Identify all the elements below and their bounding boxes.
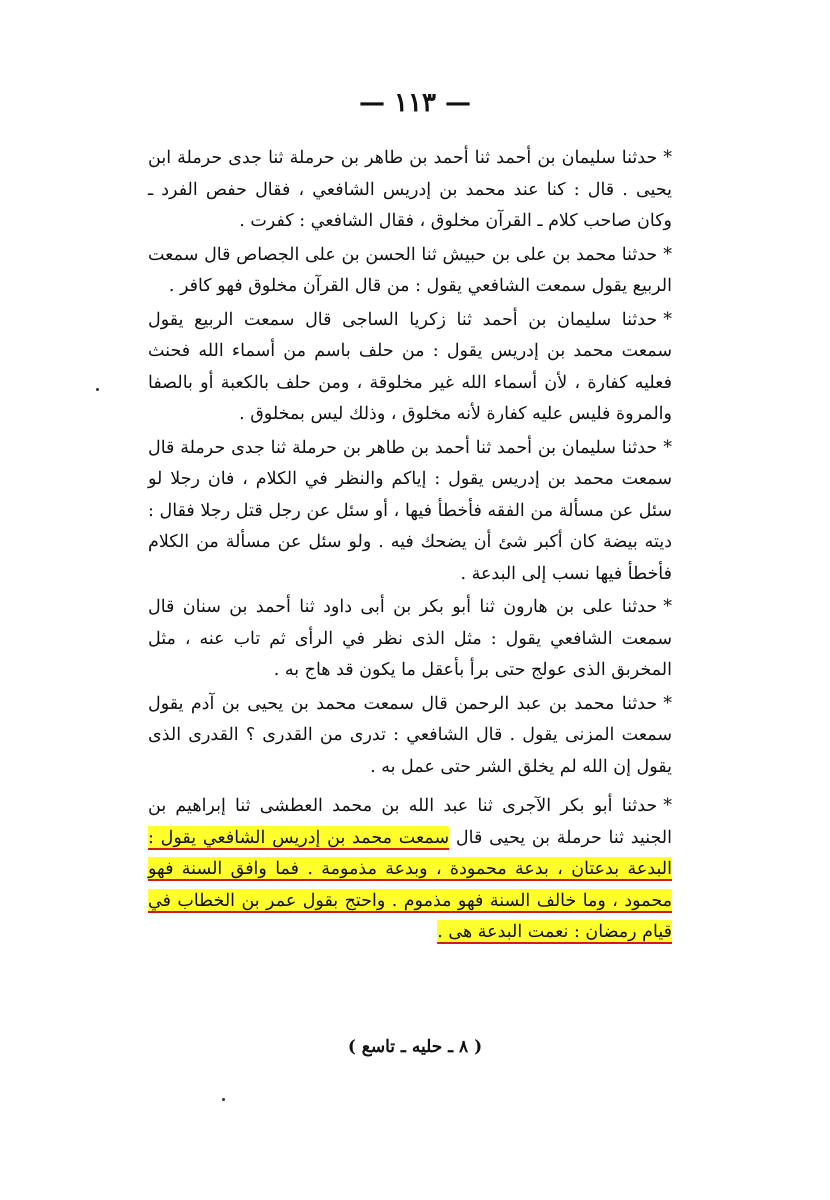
footer-signature: ( ٨ ـ حليه ـ تاسع ): [347, 1037, 483, 1057]
text-body: [148, 143, 672, 951]
scan-speck: [222, 1098, 225, 1101]
paragraph-2: [148, 240, 672, 303]
asterisk-marker: *: [663, 309, 672, 330]
paragraph-6: [148, 689, 672, 784]
paragraph-1: [148, 143, 672, 238]
asterisk-marker: *: [663, 244, 672, 265]
paragraph-text: حدثنا سليمان بن أحمد ثنا زكريا الساجى قال سمعت الربيع يقول سمعت محمد بن إدريس يقول : من حلف باسم من أسماء الله فحنث فعليه كفارة ، لأن أسماء الله غير مخلوقة ، ومن حلف بالكعبة أو بالصفا والمروة فليس عليه كفارة لأنه مخلوق ، وذلك ليس بمخلوق .: [148, 309, 672, 424]
asterisk-marker: *: [663, 148, 672, 168]
asterisk-marker: *: [663, 796, 672, 816]
paragraph-text: حدثنا محمد بن على بن حبيش ثنا الحسن بن على الجصاص قال سمعت الربيع يقول سمعت الشافعي يقول : من قال القرآن مخلوق فهو كافر .: [148, 244, 672, 296]
asterisk-marker: *: [663, 437, 672, 458]
paragraph-3: [148, 305, 672, 431]
paragraph-text: حدثنا محمد بن عبد الرحمن قال سمعت محمد بن يحيى بن آدم يقول سمعت المزنى يقول . قال الشافعي : تدرى من القدرى ؟ القدرى الذى يقول إن الله لم يخلق الشر حتى عمل به .: [148, 693, 672, 777]
paragraph-5: [148, 592, 672, 687]
paragraph-text: حدثنا سليمان بن أحمد ثنا أحمد بن طاهر بن حرملة ثنا جدى حرملة ابن يحيى . قال : كنا عند محمد بن إدريس الشافعي ، فقال حفص الفرد ـ وكان صاحب كلام ـ القرآن مخلوق ، فقال الشافعي : كفرت .: [148, 148, 672, 231]
paragraph-text: حدثنا أبو بكر الآجرى ثنا عبد الله بن محمد العطشى ثنا إبراهيم بن الجنيد ثنا حرملة بن يحيى قال: [148, 796, 672, 848]
paragraph-4: [148, 433, 672, 591]
paragraph-7: [148, 791, 672, 949]
paragraph-text: حدثنا على بن هارون ثنا أبو بكر بن أبى داود ثنا أحمد بن سنان قال سمعت الشافعي يقول : مثل الذى نظر في الرأى ثم تاب عنه ، مثل المخربق الذى عولج حتى برأ بأعقل ما يكون قد هاج به .: [148, 597, 672, 680]
asterisk-marker: *: [663, 597, 672, 617]
scan-speck: [96, 388, 99, 391]
page-number: — ١١٣ —: [358, 88, 472, 118]
paragraph-text: حدثنا سليمان بن أحمد ثنا أحمد بن طاهر بن حرملة ثنا جدى حرملة قال سمعت محمد بن إدريس يقول : إياكم والنظر في الكلام ، فان رجلا لو سئل عن مسألة من الفقه فأخطأ فيها ، أو سئل عن رجل قتل رجلا فقال : ديته بيضة كان أكبر شئ أن يضحك فيه . ولو سئل عن مسألة من الكلام فأخطأ فيها نسب إلى البدعة .: [148, 437, 672, 584]
asterisk-marker: *: [663, 693, 672, 714]
highlighted-quote: سمعت محمد بن إدريس الشافعي يقول : البدعة بدعتان ، بدعة محمودة ، وبدعة مذمومة . فما وافق السنة فهو محمود ، وما خالف السنة فهو مذموم . واحتج بقول عمر بن الخطاب في قيام رمضان : نعمت البدعة هى .: [148, 827, 672, 942]
